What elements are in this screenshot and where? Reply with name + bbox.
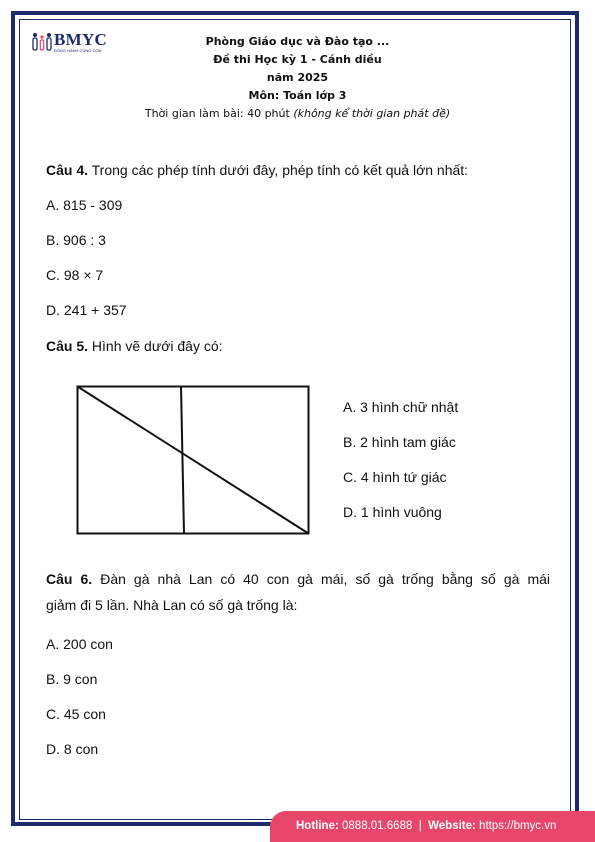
hotline-value[interactable]: 0888.01.6688 <box>338 820 413 832</box>
answer-option[interactable]: C. 98 × 7 <box>46 267 104 283</box>
contact-footer <box>270 811 595 842</box>
website-link[interactable]: https://bmyc.vn <box>475 820 557 832</box>
header-time-text: Thời gian làm bài: 40 phút <box>144 107 294 120</box>
question-text-line1 <box>46 566 550 592</box>
answer-option[interactable]: D. 241 + 357 <box>46 302 127 318</box>
answer-option[interactable]: D. 8 con <box>46 741 99 757</box>
answer-option[interactable]: D. 1 hình vuông <box>343 504 442 520</box>
answer-option[interactable]: C. 4 hình tứ giác <box>343 469 447 485</box>
question-6 <box>46 566 550 618</box>
question-label: Câu 6. <box>46 571 93 587</box>
question-text: Đàn gà nhà Lan có 40 con gà mái, số gà trống bằng số gà mái <box>92 571 550 587</box>
question-text-line2: giảm đi 5 lần. Nhà Lan có số gà trống là: <box>46 597 298 613</box>
question-text: Hình vẽ dưới đây có: <box>88 338 223 354</box>
question-text: Trong các phép tính dưới đây, phép tính có kết quả lớn nhất: <box>88 162 469 178</box>
geometry-figure <box>76 385 310 535</box>
header-time <box>0 105 595 123</box>
header-subject: Môn: Toán lớp 3 <box>248 89 347 102</box>
question-4 <box>46 162 468 178</box>
answer-option[interactable]: A. 200 con <box>46 636 113 652</box>
header-year: năm 2025 <box>266 71 329 84</box>
header-time-note: (không kể thời gian phát đề) <box>293 107 451 120</box>
header-exam-title: Đề thi Học kỳ 1 - Cánh diều <box>213 53 382 66</box>
website-label: Website: <box>428 820 476 832</box>
question-label: Câu 5. <box>46 338 89 354</box>
answer-option[interactable]: B. 906 : 3 <box>46 232 106 248</box>
hotline-label: Hotline: <box>296 820 339 832</box>
answer-option[interactable]: B. 9 con <box>46 671 98 687</box>
header-department: Phòng Giáo dục và Đào tạo ... <box>205 35 390 48</box>
answer-option[interactable]: B. 2 hình tam giác <box>343 434 456 450</box>
question-label: Câu 4. <box>46 162 89 178</box>
answer-option[interactable]: A. 815 - 309 <box>46 197 123 213</box>
logo-text: BMYC <box>54 30 108 49</box>
answer-option[interactable]: C. 45 con <box>46 706 106 722</box>
exam-header <box>0 33 595 123</box>
answer-option[interactable]: A. 3 hình chữ nhật <box>343 399 459 415</box>
footer-separator: | <box>412 820 429 832</box>
question-5 <box>46 338 223 354</box>
logo-tagline: ĐỒNG HÀNH CÙNG CON <box>54 48 102 53</box>
